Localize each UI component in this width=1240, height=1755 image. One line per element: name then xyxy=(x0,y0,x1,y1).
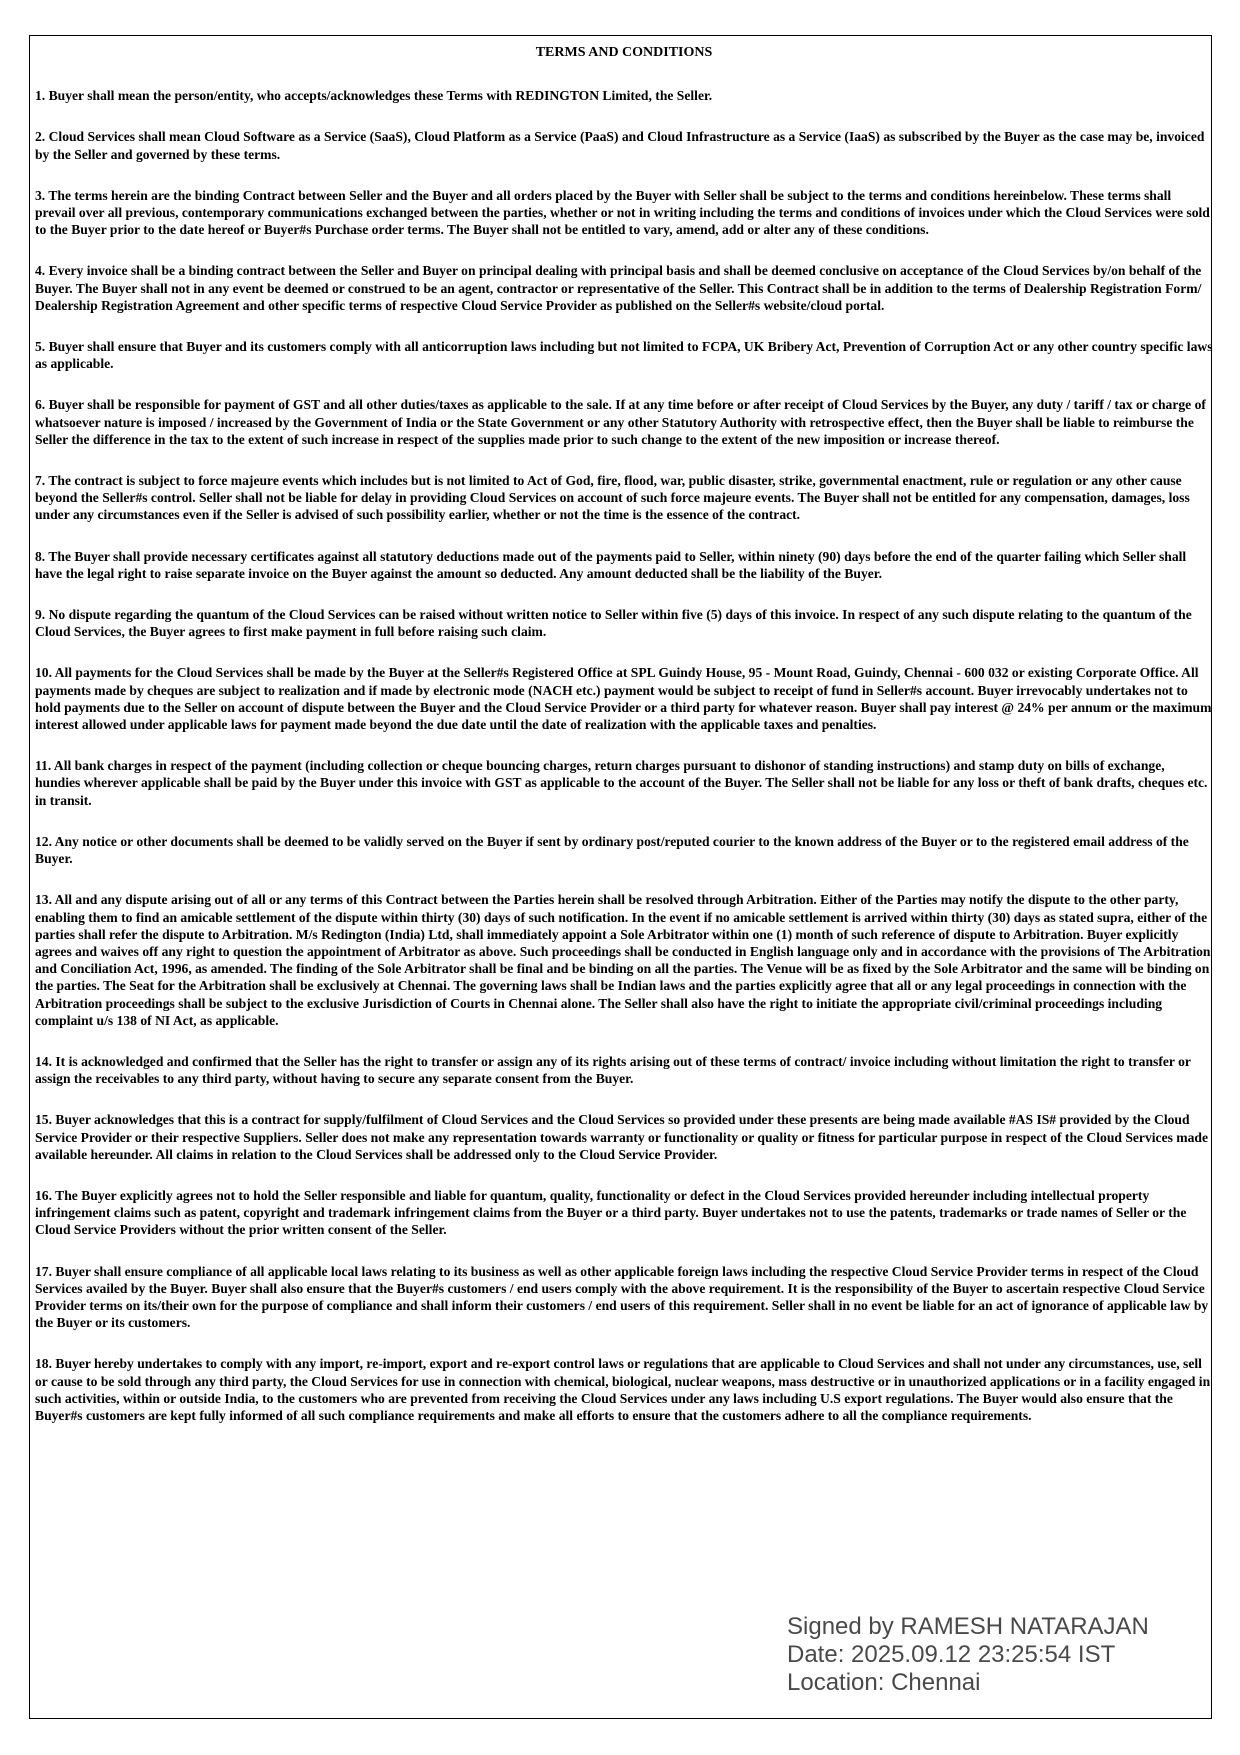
clause-1: 1. Buyer shall mean the person/entity, who accepts/acknowledges these Terms with REDINGTON Limited, the Seller. xyxy=(35,88,713,104)
clause-8: 8. The Buyer shall provide necessary certificates against all statutory deductions made out of the payments paid to Seller, within ninety (90) days before the end of the quarter failing which Seller shall have the legal right to raise separate invoice on the Buyer against the amount so deducted. Any amount deducted shall be the liability of the Buyer. xyxy=(35,548,1187,581)
signature-date: Date: 2025.09.12 23:25:54 IST xyxy=(787,1641,1116,1668)
clause-10: 10. All payments for the Cloud Services shall be made by the Buyer at the Seller#s Registered Office at SPL Guindy House, 95 - Mount Road, Guindy, Chennai - 600 032 or existing Corporate Office. All payments made by cheques are subject to realization and if made by electronic mode (NACH etc.) payment would be subject to receipt of fund in Seller#s account. Buyer irrevocably undertakes not to hold payments due to the Seller on account of dispute between the Buyer and the Cloud Service Provider or a third party for whatever reason. Buyer shall pay interest @ 24% per annum or the maximum interest allowed under applicable laws for payment made beyond the due date until the date of realization with the applicable taxes and penalties. xyxy=(35,665,1212,733)
clause-17: 17. Buyer shall ensure compliance of all applicable local laws relating to its business as well as other applicable foreign laws including the respective Cloud Service Provider terms in respect of the Cloud Services availed by the Buyer. Buyer shall also ensure that the Buyer#s customers / end users comply with the above requirement. It is the responsibility of the Buyer to ascertain respective Cloud Service Provider terms on its/their own for the purpose of compliance and shall inform their customers / end users of this requirement. Seller shall in no event be liable for an act of ignorance of applicable law by the Buyer or its customers. xyxy=(35,1263,1209,1331)
clause-12: 12. Any notice or other documents shall be deemed to be validly served on the Buyer if sent by ordinary post/reputed courier to the known address of the Buyer or to the registered email address of the Buyer. xyxy=(35,833,1189,867)
clause-13: 13. All and any dispute arising out of all or any terms of this Contract between the Parties herein shall be resolved through Arbitration. Either of the Parties may notify the dispute to the other party, enabling them to find an amicable settlement of the dispute within thirty (30) days of such notification. In the event if no amicable settlement is arrived within thirty (30) days as stated supra, either of the parties shall refer the dispute to Arbitration. M/s Redington (India) Ltd, shall immediately appoint a Sole Arbitrator within one (1) month of such reference of dispute to Arbitration. Buyer explicitly agrees and waives off any right to question the appointment of Arbitrator as above. Such proceedings shall be conducted in English language only and in accordance with the provisions of The Arbitration and Conciliation Act, 1996, as amended. The finding of the Sole Arbitrator shall be final and be binding on all the parties. The Venue will be as fixed by the Sole Arbitrator and the same will be binding on the parties. The Seat for the Arbitration shall be exclusively at Chennai. The governing laws shall be Indian laws and the parties explicitly agree that all or any legal proceedings in connection with the Arbitration proceedings shall be subject to the exclusive Jurisdiction of Courts in Chennai alone. The Seller shall also have the right to initiate the appropriate civil/criminal proceedings including complaint u/s 138 of NI Act, as applicable. xyxy=(35,892,1211,1028)
clause-9: 9. No dispute regarding the quantum of the Cloud Services can be raised without written notice to Seller within five (5) days of this invoice. In respect of any such dispute relating to the quantum of the Cloud Services, the Buyer agrees to first make payment in full before raising such claim. xyxy=(35,607,1192,640)
clause-11: 11. All bank charges in respect of the payment (including collection or cheque bouncing charges, return charges pursuant to dishonor of standing instructions) and stamp duty on bills of exchange, hundies wherever applicable shall be paid by the Buyer under this invoice with GST as applicable to the account of the Buyer. The Seller shall not be liable for any loss or theft of bank drafts, cheques etc. in transit. xyxy=(35,758,1208,808)
clause-14: 14. It is acknowledged and confirmed that the Seller has the right to transfer or assign any of its rights arising out of these terms of contract/ invoice including without limitation the right to transfer or assign the receivables to any third party, without having to secure any separate consent from the Buyer. xyxy=(35,1053,1191,1087)
clause-15: 15. Buyer acknowledges that this is a contract for supply/fulfilment of Cloud Services and the Cloud Services so provided under these presents are being made available #AS IS# provided by the Cloud Service Provider or their respective Suppliers. Seller does not make any representation towards warranty or functionality or quality or fitness for particular purpose in respect of the Cloud Services made available hereunder. All claims in relation to the Cloud Services shall be addressed only to the Cloud Service Provider. xyxy=(35,1112,1209,1162)
clause-3: 3. The terms herein are the binding Contract between Seller and the Buyer and all orders placed by the Buyer with Seller shall be subject to the terms and conditions hereinbelow. These terms shall prevail over all previous, contemporary communications exchanged between the parties, whether or not in writing including the terms and conditions of invoices under which the Cloud Services were sold to the Buyer prior to the date hereof or Buyer#s Purchase order terms. The Buyer shall not be entitled to vary, amend, add or alter any of these conditions. xyxy=(35,187,1210,238)
clause-6: 6. Buyer shall be responsible for payment of GST and all other duties/taxes as applicable to the sale. If at any time before or after receipt of Cloud Services by the Buyer, any duty / tariff / tax or charge of whatsoever nature is imposed / increased by the Government of India or the State Government or any other Statutory Authority with retrospective effect, then the Buyer shall be liable to reimburse the Seller the difference in the tax to the extent of such increase in respect of the supplies made prior to such change to the extent of the new imposition or increase thereof. xyxy=(35,397,1206,447)
signature-location: Location: Chennai xyxy=(787,1669,981,1696)
digital-signature-stamp xyxy=(787,1613,1217,1697)
clause-4: 4. Every invoice shall be a binding contract between the Seller and Buyer on principal dealing with principal basis and shall be deemed conclusive on acceptance of the Cloud Services by/on behalf of the Buyer. The Buyer shall not in any event be deemed or construed to be an agent, contractor or representative of the Seller. This Contract shall be in addition to the terms of Dealership Registration Form/ Dealership Registration Agreement and other specific terms of respective Cloud Service Provider as published on the Seller#s website/cloud portal. xyxy=(35,263,1202,313)
clause-2: 2. Cloud Services shall mean Cloud Software as a Service (SaaS), Cloud Platform as a Service (PaaS) and Cloud Infrastructure as a Service (IaaS) as subscribed by the Buyer as the case may be, invoiced by the Seller and governed by these terms. xyxy=(35,129,1205,162)
signature-signed-by: Signed by RAMESH NATARAJAN xyxy=(787,1613,1149,1640)
clause-7: 7. The contract is subject to force majeure events which includes but is not limited to Act of God, fire, flood, war, public disaster, strike, governmental enactment, rule or regulation or any other cause beyond the Seller#s control. Seller shall not be liable for delay in providing Cloud Services on account of such force majeure events. The Buyer shall not be entitled for any compensation, damages, loss under any circumstances even if the Seller is advised of such possibility earlier, whether or not the time is the essence of the contract. xyxy=(35,473,1190,523)
terms-document xyxy=(35,44,1213,1448)
clause-18: 18. Buyer hereby undertakes to comply with any import, re-import, export and re-export control laws or regulations that are applicable to Cloud Services and shall not under any circumstances, use, sell or cause to be sold through any third party, the Cloud Services for use in connection with chemical, biological, nuclear weapons, mass destructive or in unauthorized applications or in a facility engaged in such activities, within or outside India, to the customers who are prevented from receiving the Cloud Services under any laws including U.S export regulations. The Buyer would also ensure that the Buyer#s customers are kept fully informed of all such compliance requirements and make all efforts to ensure that the customers adhere to all the compliance requirements. xyxy=(35,1356,1211,1423)
clause-16: 16. The Buyer explicitly agrees not to hold the Seller responsible and liable for quantum, quality, functionality or defect in the Cloud Services provided hereunder including intellectual property infringement claims such as patent, copyright and trademark infringement claims from the Buyer or a third party. Buyer undertakes not to use the patents, trademarks or trade names of Seller or the Cloud Service Providers without the prior written consent of the Seller. xyxy=(35,1187,1187,1238)
clause-5: 5. Buyer shall ensure that Buyer and its customers comply with all anticorruption laws including but not limited to FCPA, UK Bribery Act, Prevention of Corruption Act or any other country specific laws as applicable. xyxy=(35,339,1213,372)
document-title: TERMS AND CONDITIONS xyxy=(535,45,713,60)
